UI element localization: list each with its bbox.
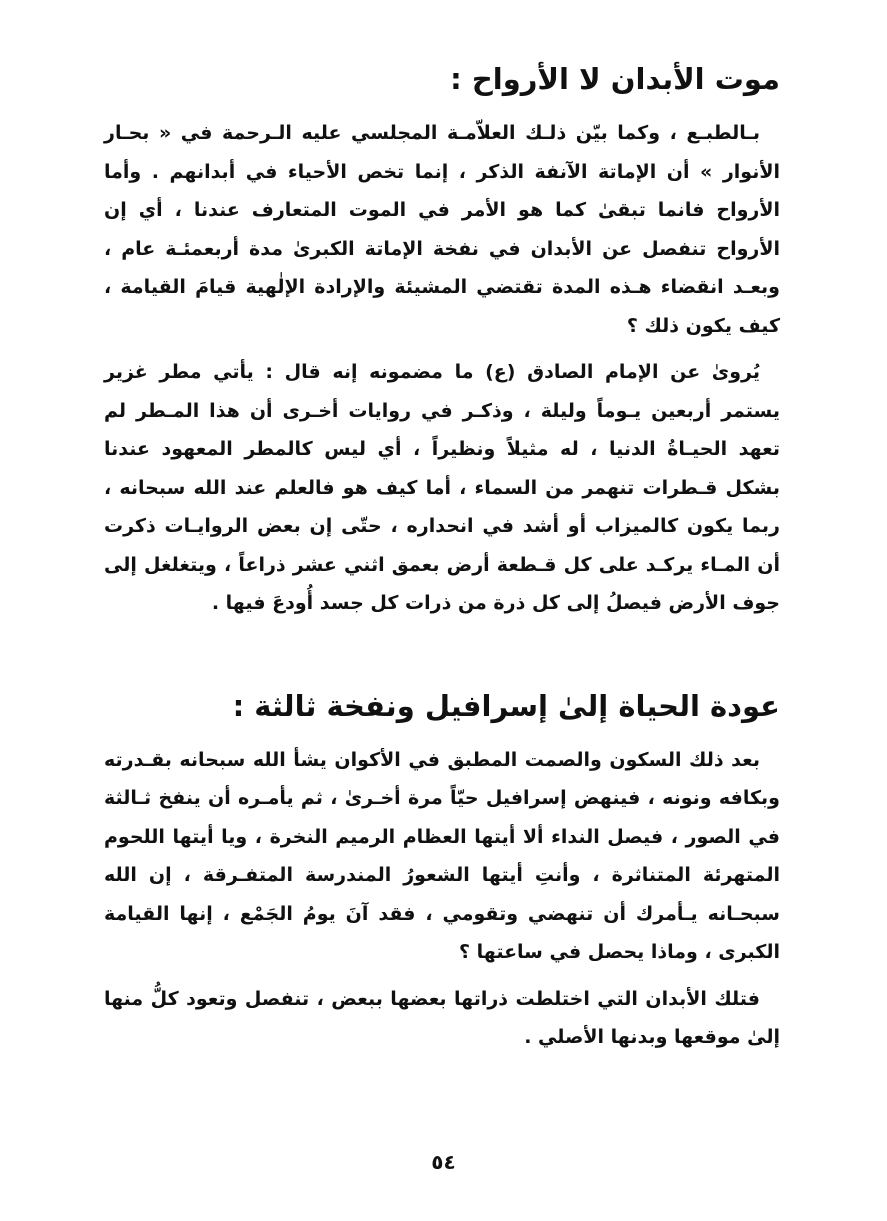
- paragraph: بـالطبـع ، وكما بيّن ذلـك العلاّمـة المجلسي عليه الـرحمة في « بحـار الأنوار » أن الإماتة الآنفة الذكر ، إنما تخص الأحياء في أبدانهم . وأما الأرواح فانما تبقىٰ كما هو الأمر في الموت المتعارف عندنا ، أي إن الأرواح تنفصل عن الأبدان في نفخة الإماتة الكبرىٰ مدة أربعمئـة عام ، وبعـد انقضاء هـذه المدة تقتضي المشيئة والإرادة الإلٰهية قيامَ القيامة ، كيف يكون ذلك ؟: [104, 122, 780, 337]
- section-heading-bodies-death: موت الأبدان لا الأرواح :: [450, 62, 780, 96]
- paragraph: يُروىٰ عن الإمام الصادق (ع) ما مضمونه إنه قال : يأتي مطر غزير يستمر أربعين يـوماً وليلة ، وذكـر في روايات أخـرى أن هذا المـطر لم تعهد الحيـاةُ الدنيا ، له مثيلاً ونظيراً ، أي ليس كالمطر المعهود عندنا بشكل قـطرات تنهمر من السماء ، أما كيف هو فالعلم عند الله سبحانه ، ربما يكون كالميزاب أو أشد في انحداره ، حتّى إن بعض الروايـات ذكرت أن المـاء يركـد على كل قـطعة أرض بعمق اثني عشر ذراعاً ، ويتغلغل إلى جوف الأرض فيصلُ إلى كل ذرة من ذرات كل جسد أُودعَ فيها .: [104, 361, 780, 614]
- paragraph: بعد ذلك السكون والصمت المطبق في الأكوان يشأ الله سبحانه بقـدرته وبكافه ونونه ، فينهض إسرافيل حيّاً مرة أخـرىٰ ، ثم يأمـره أن ينفخ ثـالثة في الصور ، فيصل النداء ألا أيتها العظام الرميم النخرة ، ويا أيتها اللحوم المتهرئة المتناثرة ، وأنتِ أيتها الشعورُ المندرسة المتفـرقة ، إن الله سبحـانه يـأمرك أن تنهضي وتقومي ، فقد آنَ يومُ الجَمْع ، إنها القيامة الكبرى ، وماذا يحصل في ساعتها ؟: [104, 748, 780, 963]
- paragraph: فتلك الأبدان التي اختلطت ذراتها بعضها ببعض ، تنفصل وتعود كلُّ منها إلىٰ موقعها وبدنها الأصلي .: [104, 987, 780, 1048]
- section-heading-israfil: عودة الحياة إلىٰ إسرافيل ونفخة ثالثة :: [232, 688, 780, 723]
- page-number: ٥٤: [431, 1150, 456, 1174]
- page-body: [104, 52, 780, 1057]
